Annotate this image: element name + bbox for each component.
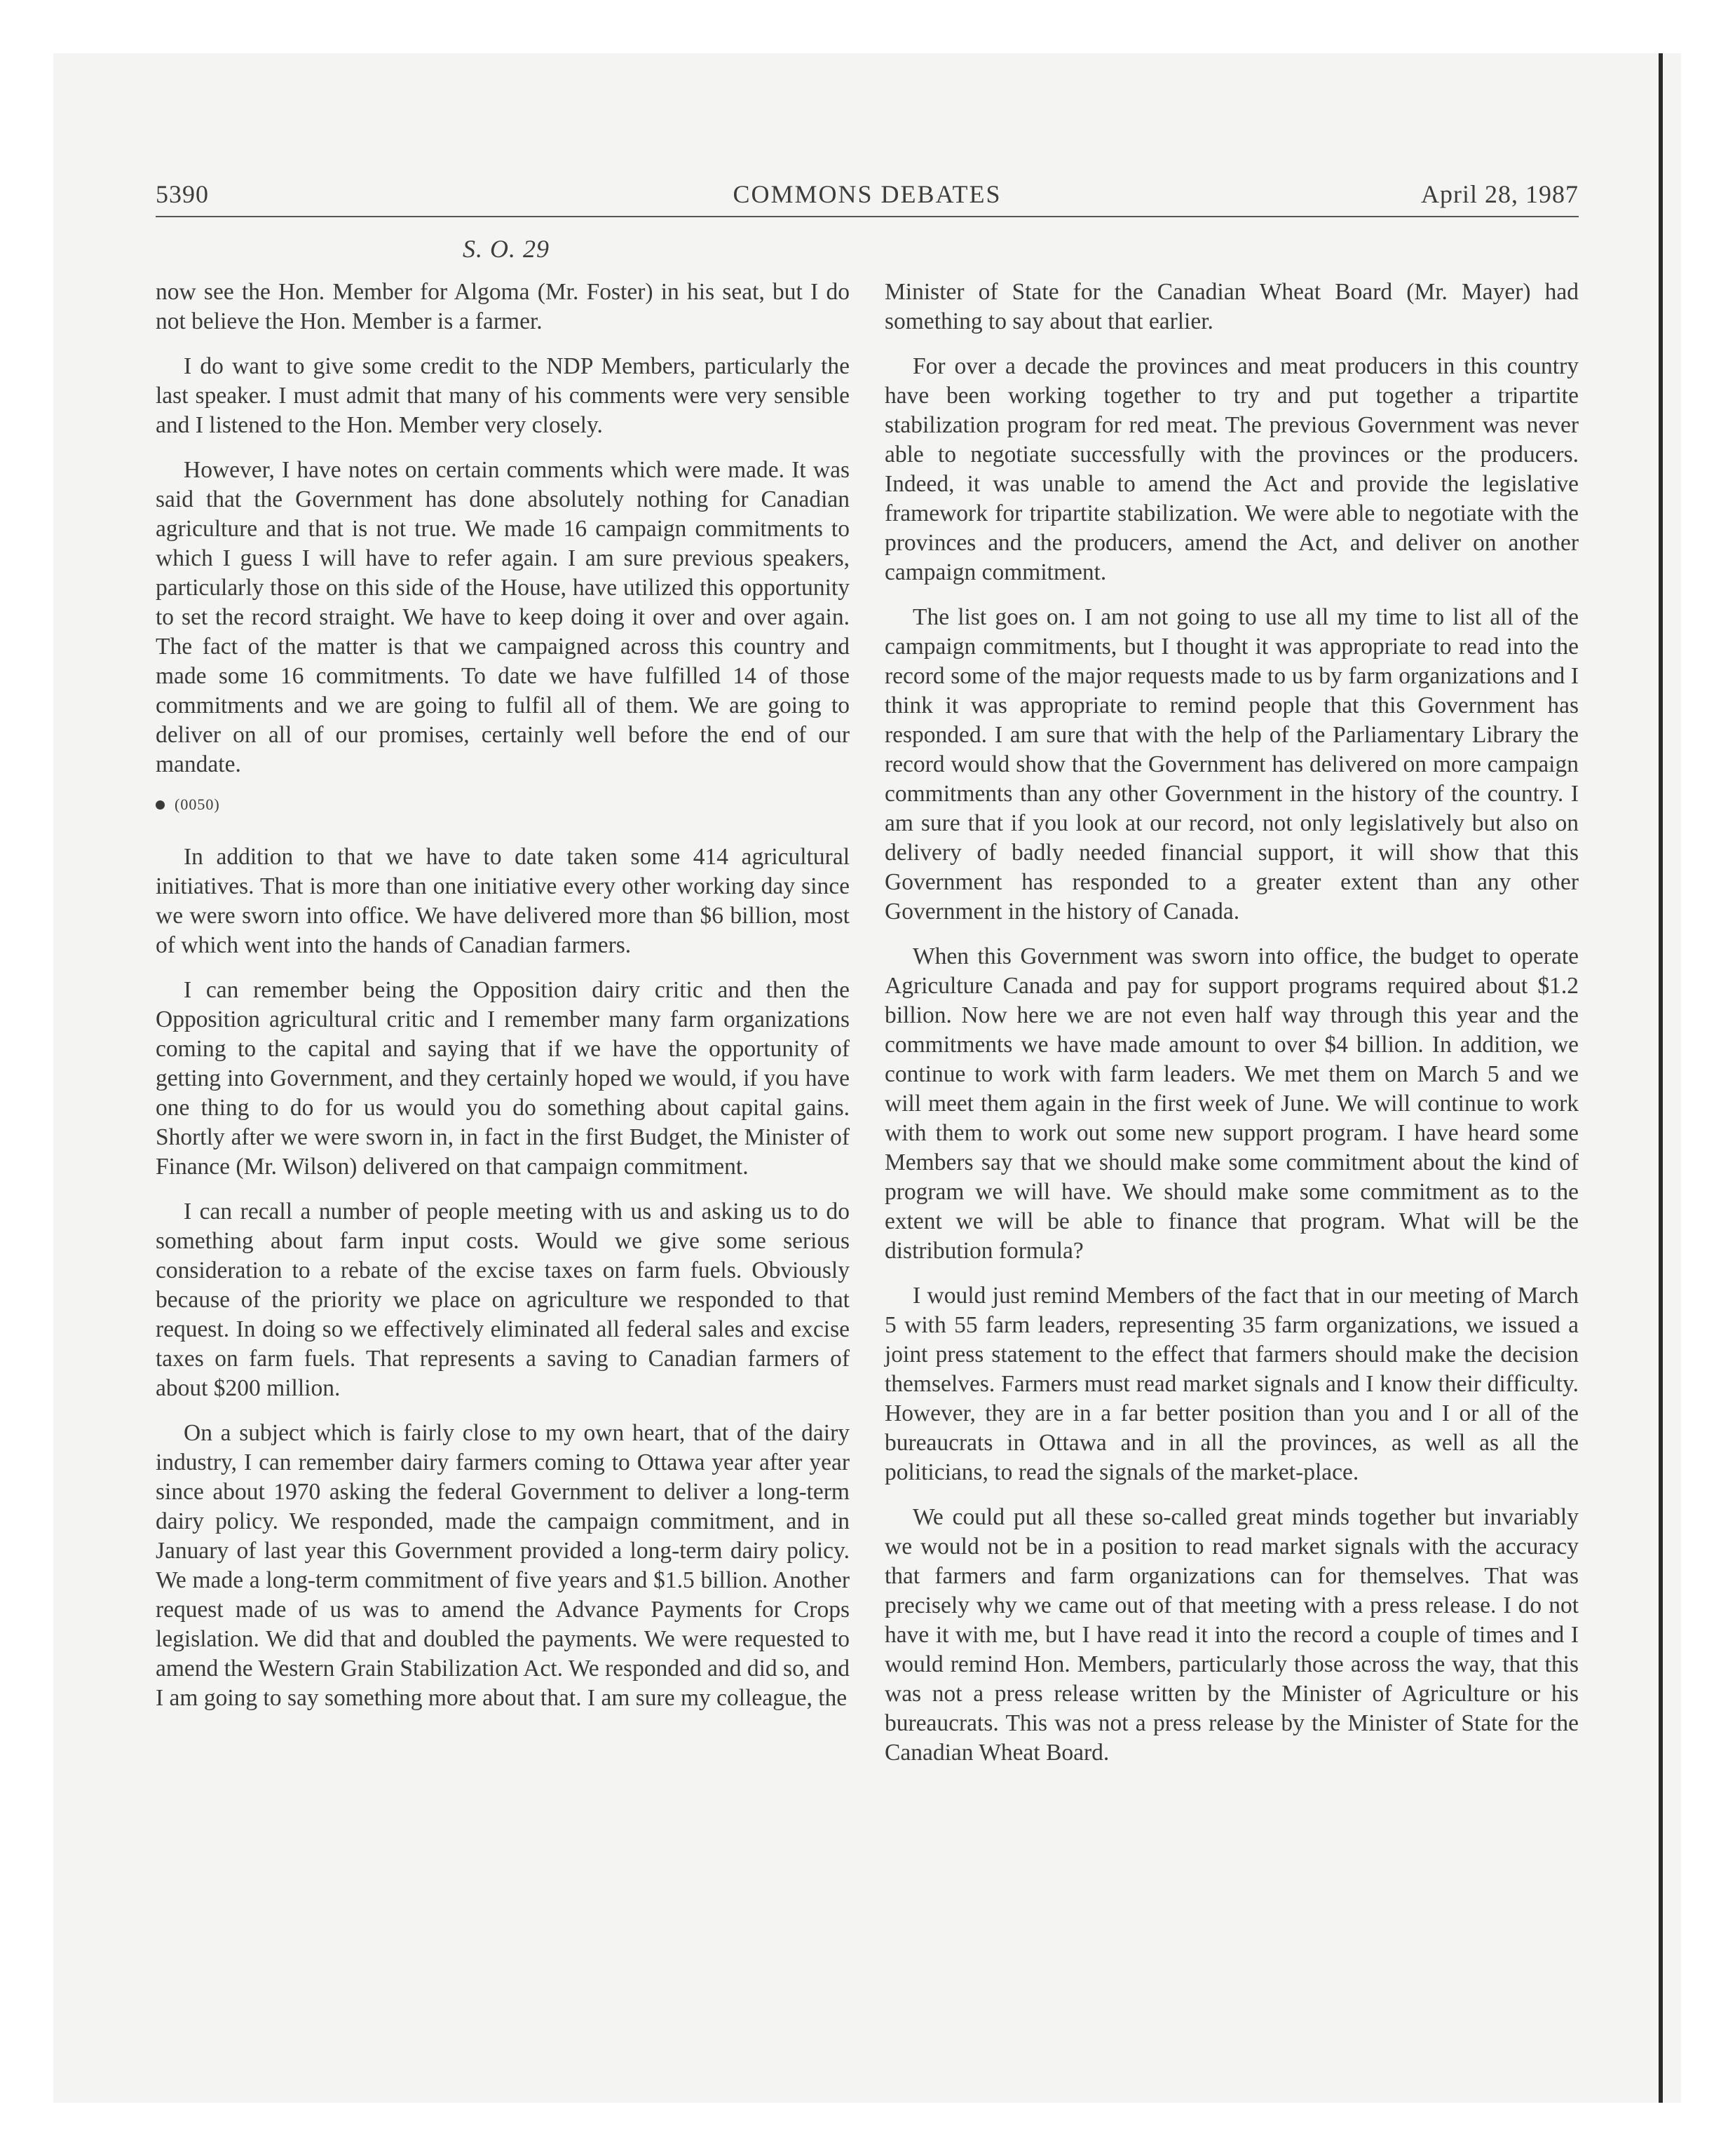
paragraph: On a subject which is fairly close to my own heart, that of the dairy industry, I can remember dairy farmers coming to Ottawa year after year since about 1970 asking the federal Government to deliver a long-term dairy policy. We responded, made the campaign commitment, and in January of last year this Government provided a long-term dairy policy. We made a long-term commitment of five years and $1.5 billion. Another request made of us was to amend the Advance Payments for Crops legislation. We did that and doubled the payments. We were requested to amend the Western Grain Stabilization Act. We responded and did so, and I am going to say something more about that. I am sure my colleague, the [156,1420,850,1711]
publication-title: COMMONS DEBATES [733,180,1002,208]
paragraph: I can remember being the Opposition dairy critic and then the Opposition agricultural critic and I remember many farm organizations coming to the capital and saying that if we have the opportunity of getting into Government, and they certainly hoped we would, if you have one thing to do for us would you do something about capital gains. Shortly after we were sworn in, in fact in the first Budget, the Minister of Finance (Mr. Wilson) delivered on that campaign commitment. [156,977,850,1180]
right-column [885,278,1579,1783]
paragraph: When this Government was sworn into office, the budget to operate Agriculture Canada and pay for support programs required about $1.2 billion. Now here we are not even half way through this year and the commitments we have made amount to over $4 billion. In addition, we continue to work with farm leaders. We met them on March 5 and we will meet them again in the first week of June. We will continue to work with them to work out some new support program. I have heard some Members say that we should make some commitment about the kind of program we will have. We should make some commitment as to the extent we will be able to finance that program. What will be the distribution formula? [885,943,1579,1264]
paragraph: now see the Hon. Member for Algoma (Mr. Foster) in his seat, but I do not believe the Hon. Member is a farmer. [156,279,850,334]
paragraph: In addition to that we have to date taken some 414 agricultural initiatives. That is more than one initiative every other working day since we were sworn into office. We have delivered more than $6 billion, most of which went into the hands of Canadian farmers. [156,844,850,958]
scan-edge-rule [1659,53,1663,2103]
page-header [156,179,1579,216]
paragraph: I can recall a number of people meeting with us and asking us to do something about farm input costs. Would we give some serious consideration to a rebate of the excise taxes on farm fuels. Obviously because of the priority we place on agriculture we responded to that request. In doing so we effectively eliminated all federal sales and excise taxes on farm fuels. That represents a saving to Canadian farmers of about $200 million. [156,1199,850,1401]
time-marker [156,795,850,814]
left-column [156,278,850,1728]
time-marker-text: (0050) [175,796,220,813]
paragraph: However, I have notes on certain comments which were made. It was said that the Government has done absolutely nothing for Canadian agriculture and that is not true. We made 16 campaign commitments to which I guess I will have to refer again. I am sure previous speakers, particularly those on this side of the House, have utilized this opportunity to set the record straight. We have to keep doing it over and over again. The fact of the matter is that we campaigned across this country and made some 16 commitments. To date we have fulfilled 14 of those commitments and we are going to fulfil all of them. We are going to deliver on all of our promises, certainly well before the end of our mandate. [156,457,850,777]
paragraph: For over a decade the provinces and meat producers in this country have been working together to try and put together a tripartite stabilization program for red meat. The previous Government was never able to negotiate successfully with the provinces or the producers. Indeed, it was unable to amend the Act and provide the legislative framework for tripartite stabilization. We were able to negotiate with the provinces and the producers, amend the Act, and deliver on another campaign commitment. [885,353,1579,585]
paragraph: The list goes on. I am not going to use all my time to list all of the campaign commitments, but I thought it was appropriate to read into the record some of the major requests made to us by farm organizations and I think it was appropriate to remind people that this Government has responded. I am sure that with the help of the Parliamentary Library the record would show that the Government has delivered on more campaign commitments than any other Government in the history of the country. I am sure that if you look at our record, not only legislatively but also on delivery of badly needed financial support, it will show that this Government has responded to a greater extent than any other Government in the history of Canada. [885,604,1579,925]
header-divider [156,216,1579,217]
bullet-icon [156,800,165,810]
section-label: S. O. 29 [463,235,550,263]
paragraph: I would just remind Members of the fact that in our meeting of March 5 with 55 farm leaders, representing 35 farm organizations, we issued a joint press statement to the effect that farmers should make the decision themselves. Farmers must read market signals and I know their difficulty. However, they are in a far better position than you and I or all of the bureaucrats in Ottawa and in all the provinces, as well as all the politicians, to read the signals of the market-place. [885,1283,1579,1485]
paragraph: Minister of State for the Canadian Wheat Board (Mr. Mayer) had something to say about that earlier. [885,279,1579,334]
page-date: April 28, 1987 [1421,180,1579,208]
page-number: 5390 [156,180,209,208]
paragraph: We could put all these so-called great minds together but invariably we would not be in a position to read market signals with the accuracy that farmers and farm organizations can for themselves. That was precisely why we came out of that meeting with a press release. I do not have it with me, but I have read it into the record a couple of times and I would remind Hon. Members, particularly those across the way, that this was not a press release written by the Minister of Agriculture or his bureaucrats. This was not a press release by the Minister of State for the Canadian Wheat Board. [885,1504,1579,1766]
paragraph: I do want to give some credit to the NDP Members, particularly the last speaker. I must admit that many of his comments were very sensible and I listened to the Hon. Member very closely. [156,353,850,438]
